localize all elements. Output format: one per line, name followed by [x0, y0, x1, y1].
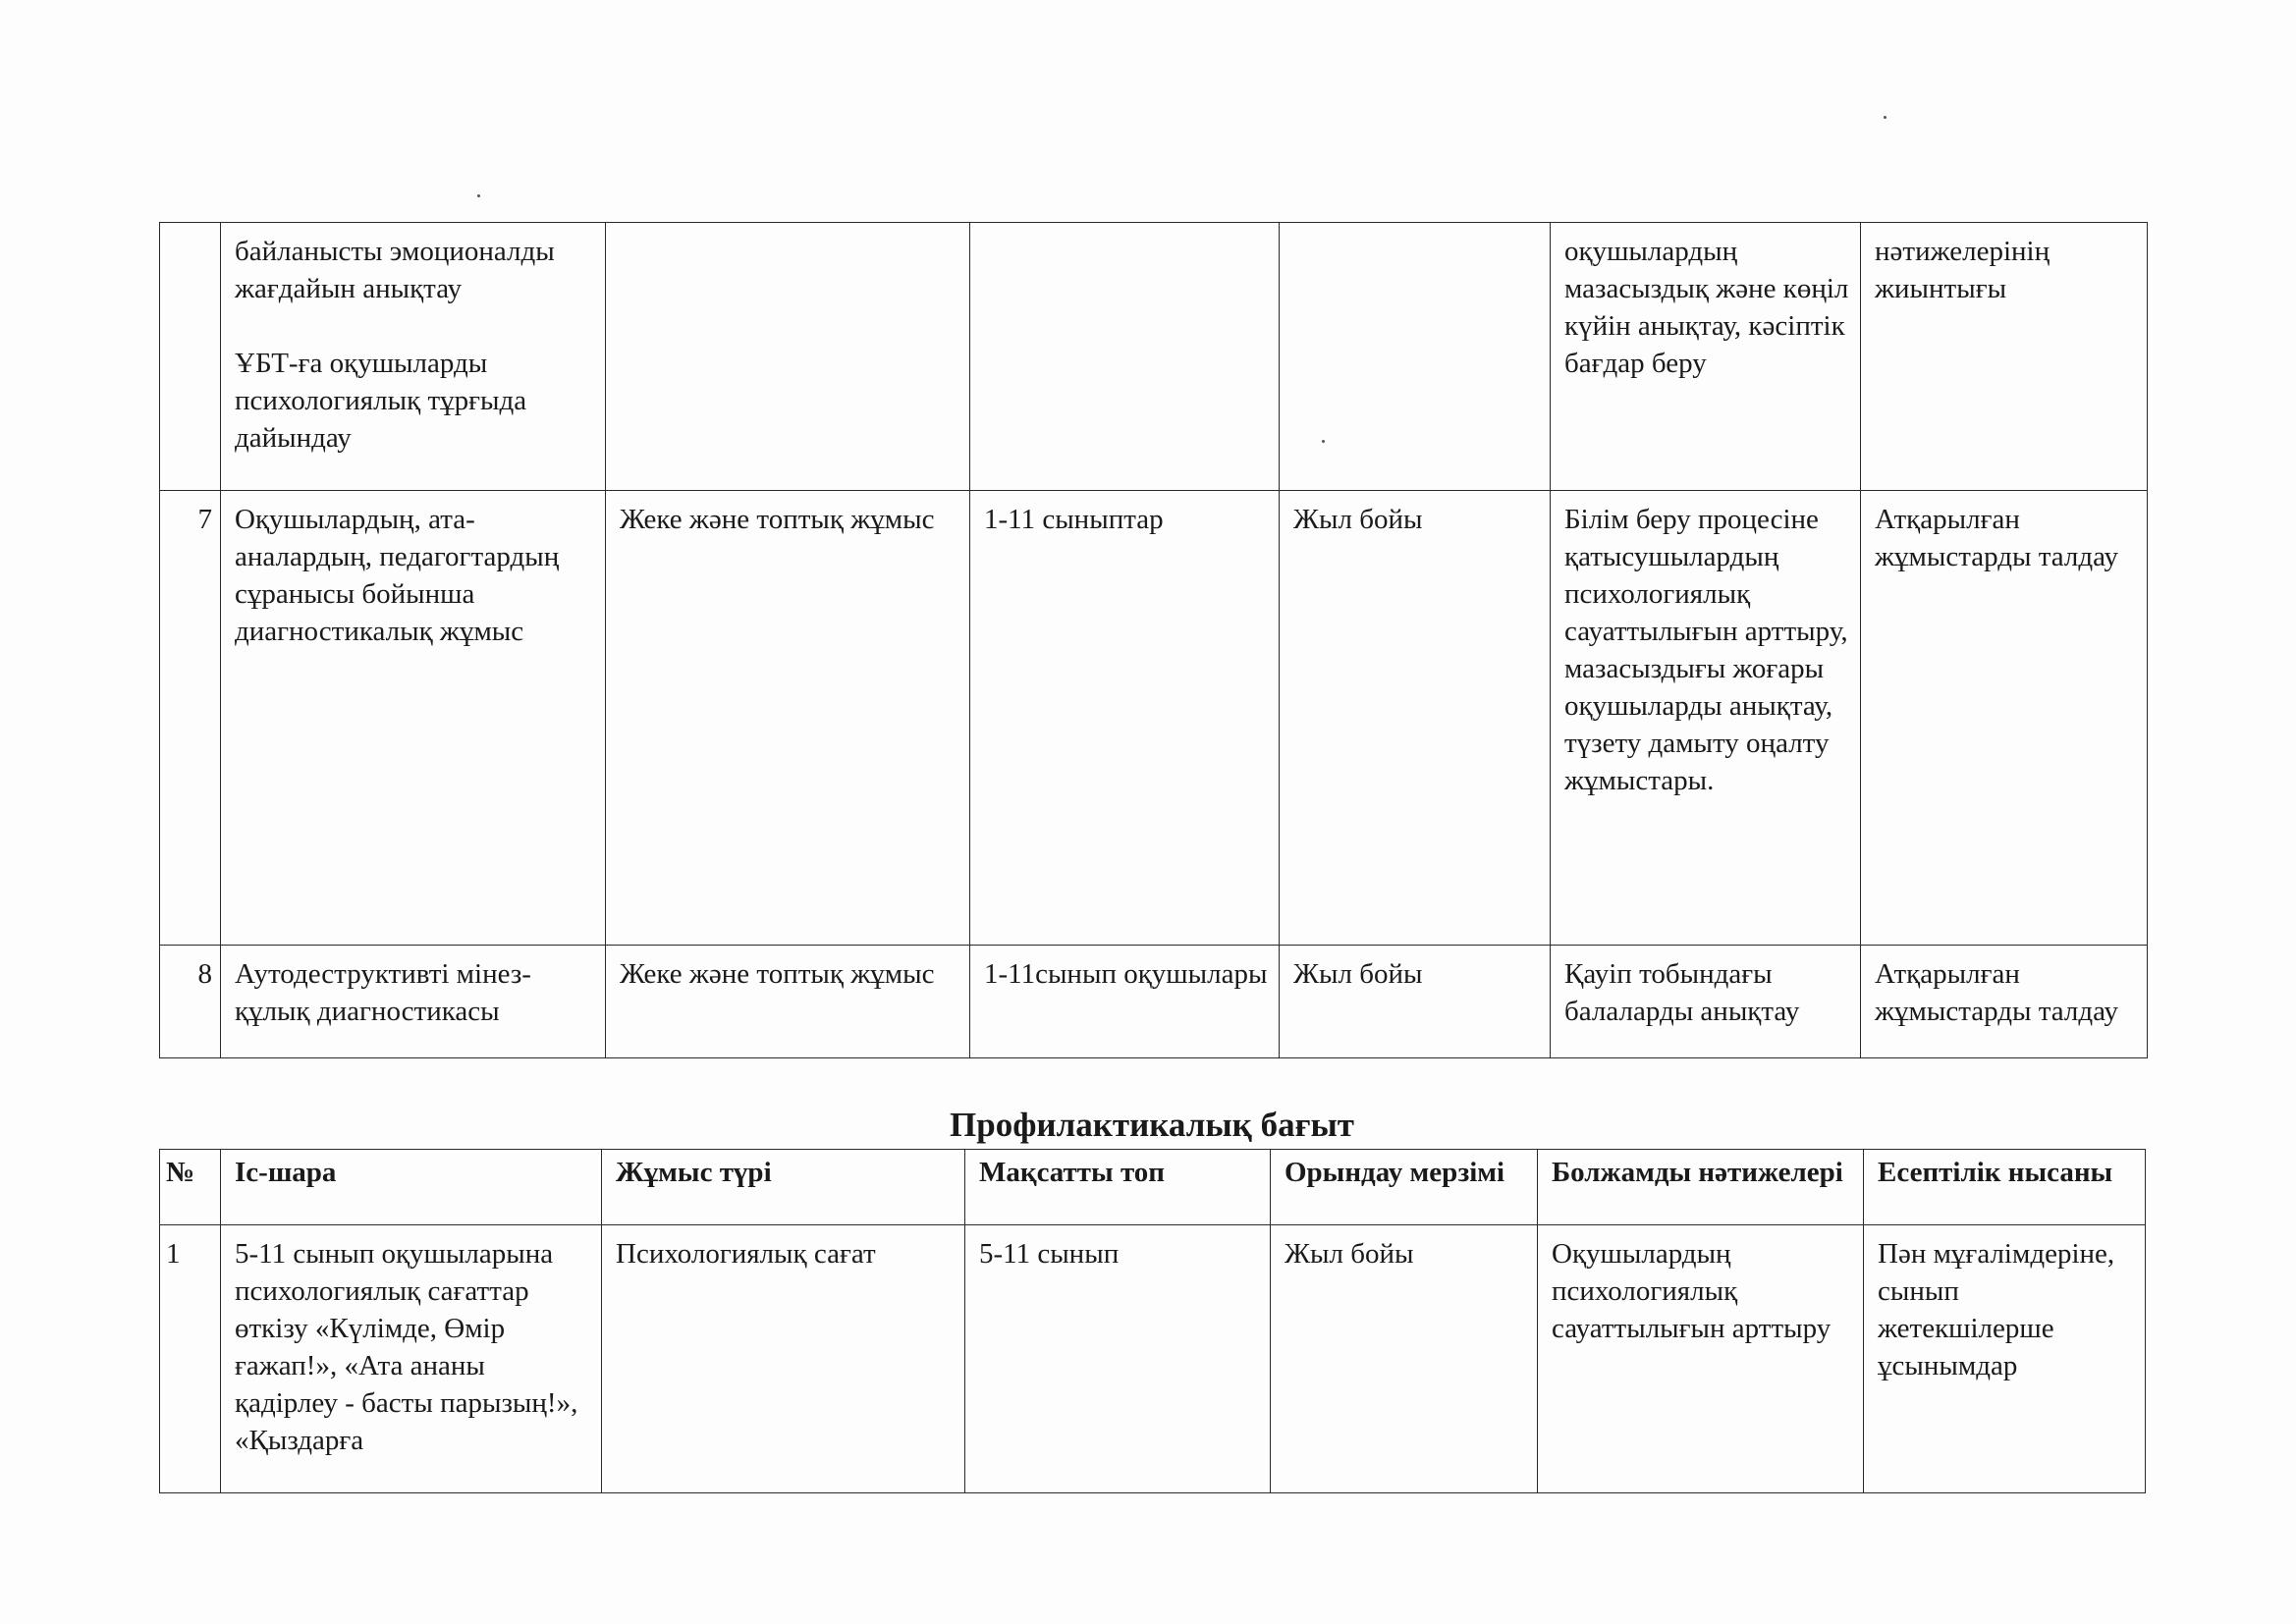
- event-cell: 5-11 сынып оқушыларына психологиялық сағаттар өткізу «Күлімде, Өмір ғажап!», «Ата ананы қадірлеу - басты парызың!», «Қыздарға: [221, 1225, 602, 1493]
- header-result: Болжамды нәтижелері: [1538, 1150, 1864, 1225]
- event-cell: Аутодеструктивті мінез-құлық диагностикасы: [221, 946, 606, 1058]
- header-event: Іс-шара: [221, 1150, 602, 1225]
- header-report: Есептілік нысаны: [1864, 1150, 2146, 1225]
- header-deadline: Орындау мерзімі: [1271, 1150, 1538, 1225]
- target-group-cell: 5-11 сынып: [965, 1225, 1271, 1493]
- target-group-cell: 1-11сынып оқушылары: [970, 946, 1280, 1058]
- plan-table-continued: [159, 222, 2148, 1058]
- work-type-cell: Жеке және топтық жұмыс: [606, 946, 970, 1058]
- work-type-cell: Психологиялық сағат: [602, 1225, 965, 1493]
- report-cell: Атқарылған жұмыстарды талдау: [1861, 946, 2148, 1058]
- event-text: байланысты эмоционалды жағдайын анықтау: [235, 236, 555, 304]
- header-work-type: Жұмыс түрі: [602, 1150, 965, 1225]
- result-cell: оқушылардың мазасыздық және көңіл күйін анықтау, кәсіптік бағдар беру: [1551, 223, 1861, 491]
- section-title: Профилактикалық бағыт: [950, 1106, 1354, 1144]
- header-target-group: Мақсатты топ: [965, 1150, 1271, 1225]
- deadline-cell: Жыл бойы: [1280, 491, 1551, 946]
- result-cell: Оқушылардың психологиялық сауаттылығын арттыру: [1538, 1225, 1864, 1493]
- work-type-cell: Жеке және топтық жұмыс: [606, 491, 970, 946]
- work-type-cell: [606, 223, 970, 491]
- table-header-row: [160, 1150, 2146, 1225]
- event-cell: [221, 223, 606, 491]
- event-cell: Оқушылардың, ата-аналардың, педагогтардың сұранысы бойынша диагностикалық жұмыс: [221, 491, 606, 946]
- table-row: [160, 223, 2148, 491]
- table-row: [160, 946, 2148, 1058]
- deadline-cell: Жыл бойы: [1271, 1225, 1538, 1493]
- deadline-cell: Жыл бойы: [1280, 946, 1551, 1058]
- report-cell: Атқарылған жұмыстарды талдау: [1861, 491, 2148, 946]
- target-group-cell: [970, 223, 1280, 491]
- report-cell: нәтижелерінің жиынтығы: [1861, 223, 2148, 491]
- table-row: [160, 491, 2148, 946]
- result-cell: Қауіп тобындағы балаларды анықтау: [1551, 946, 1861, 1058]
- event-text: ҰБТ-ға оқушыларды психологиялық тұрғыда дайындау: [235, 348, 527, 454]
- scan-speck: [477, 194, 480, 197]
- target-group-cell: 1-11 сыныптар: [970, 491, 1280, 946]
- row-number: [160, 223, 221, 491]
- row-number: 7: [160, 491, 221, 946]
- scan-speck: [1884, 116, 1886, 119]
- row-number: 1: [160, 1225, 221, 1493]
- profilactic-table: [159, 1149, 2146, 1493]
- row-number: 8: [160, 946, 221, 1058]
- deadline-cell: [1280, 223, 1551, 491]
- report-cell: Пән мұғалімдеріне, сынып жетекшілерше ұсынымдар: [1864, 1225, 2146, 1493]
- table-row: [160, 1225, 2146, 1493]
- header-num: №: [160, 1150, 221, 1225]
- result-cell: Білім беру процесіне қатысушылардың психологиялық сауаттылығын арттыру, мазасыздығы жоғары оқушыларды анықтау, түзету дамыту оңалту жұмыстары.: [1551, 491, 1861, 946]
